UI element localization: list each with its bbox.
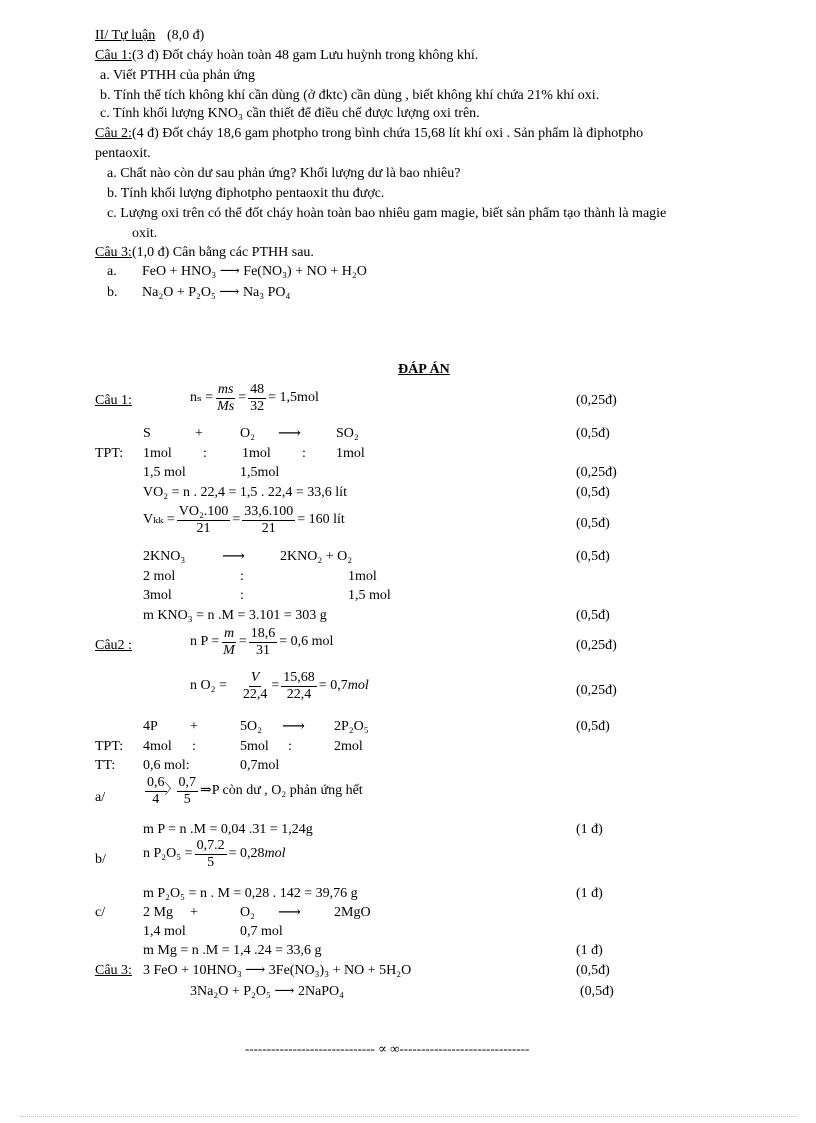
nP2O5-den: 5 [207, 855, 215, 871]
vkk-f2-num: 33,6.100 [242, 504, 295, 521]
points-13: (1 đ) [576, 943, 603, 958]
q1-a: a. Viết PTHH của phản ứng [100, 68, 256, 83]
ratio-1: 1,5 mol [143, 465, 186, 480]
tpt1-label: TPT: [95, 446, 124, 461]
q3-a-label: a. [107, 264, 117, 279]
points-9: (0,25đ) [576, 683, 617, 698]
points-7: (0,5đ) [576, 608, 610, 623]
nP-f2-num: 18,6 [249, 626, 278, 643]
a-fraction-2 [177, 775, 199, 808]
ans-c2-label: Câu2 : [95, 638, 132, 653]
nO2-f2-den: 22,4 [286, 687, 312, 703]
mg-ratio-2: 0,7 mol [240, 924, 283, 939]
ns-fraction-2 [248, 382, 266, 415]
vo2-line: VO₂ = n . 22,4 = 1,5 . 22,4 = 33,6 lít [143, 485, 347, 500]
nP2O5-lhs: n P₂O₅ = [143, 846, 193, 862]
nO2-formula: n O₂ = $\frac{V}{22,4}$ = $\frac{15,68}{22,4}$ = 0,7 mol [190, 670, 369, 703]
vkk-f1-den: 21 [196, 521, 211, 537]
nP-f1-num: m [222, 626, 236, 643]
p-eq-arrow: ⟶ [282, 718, 305, 735]
mkno3-line: m KNO₃ = n .M = 3.101 = 303 g [143, 608, 327, 623]
points-14: (0,5đ) [576, 963, 610, 978]
mg-eq-O2: O₂ [240, 905, 255, 920]
q3-b-equation: Na₂O + P₂O₅ ⟶ Na₃ PO₄ [142, 285, 291, 300]
nP2O5-formula [143, 838, 285, 871]
tpt2-colon1: : [192, 739, 196, 754]
vkk-fraction-1 [177, 504, 231, 537]
tpt2-colon2: : [288, 739, 292, 754]
q1-c: c. Tính khối lượng KNO₃ cần thiết để điều chế được lượng oxi trên. [100, 106, 480, 121]
nP-f2-den: 31 [256, 643, 270, 659]
tpt2-a: 4mol [143, 739, 172, 754]
ns-f1-den: Ms [217, 399, 235, 415]
nP2O5-rhs: = 0,28 [228, 846, 265, 862]
vkk-fraction-2 [242, 504, 295, 537]
nP-rhs: = 0,6 mol [279, 634, 334, 650]
p-eq-plus: + [190, 719, 198, 734]
q3-label: Câu 3: [95, 245, 132, 260]
nP-lhs: n P = [190, 634, 220, 650]
mP2O5-line: m P₂O₅ = n . M = 0,28 . 142 = 39,76 g [143, 886, 358, 901]
tpt1-b: 1mol [242, 446, 271, 461]
points-2: (0,5đ) [576, 426, 610, 441]
a-f1-num: 0,6 [145, 775, 167, 792]
kno3-products: 2KNO₂ + O₂ [280, 549, 353, 564]
eq1-SO2: SO₂ [336, 426, 359, 441]
c3-equation-1: 3 FeO + 10HNO₃ ⟶ 3Fe(NO₃)₃ + NO + 5H₂O [143, 963, 412, 978]
mg-eq-product: 2MgO [334, 905, 371, 920]
a-label: a/ [95, 790, 106, 805]
ans-c3-label: Câu 3: [95, 963, 132, 978]
vkk-lhs: Vₖₖ = [143, 512, 175, 528]
points-1: (0,25đ) [576, 393, 617, 408]
ns-f2-num: 48 [248, 382, 266, 399]
tt-label: TT: [95, 758, 116, 773]
mg-ratio-1: 1,4 mol [143, 924, 186, 939]
vkk-rhs: = 160 lít [297, 512, 345, 528]
kno3-ratio-colon1: : [240, 569, 244, 584]
ns-formula: nₛ = $\frac{ms}{Ms}$ = $\frac{48}{32}$ = 1,5mol [190, 382, 319, 415]
a-rhs: ⇒P còn dư , O₂ phản ứng hết [200, 783, 363, 799]
points-12: (1 đ) [576, 886, 603, 901]
a-f2-num: 0,7 [177, 775, 199, 792]
tpt1-a: 1mol [143, 446, 172, 461]
mMg-line: m Mg = n .M = 1,4 .24 = 33,6 g [143, 943, 322, 958]
p-eq-product: 2P₂O₅ [334, 719, 369, 734]
nP2O5-num: 0,7.2 [195, 838, 227, 855]
eq1-arrow: ⟶ [278, 425, 301, 442]
kno3-ratio-colon2: : [240, 588, 244, 603]
kno3-ratio-a1: 2 mol [143, 569, 176, 584]
vkk-formula: Vₖₖ = $\frac{\text{VO₂.100}}{21}$ = $\frac{33,6.100}{21}$ = 160 lít [143, 504, 345, 537]
tpt1-colon2: : [302, 446, 306, 461]
kno3-ratio-a2: 3mol [143, 588, 172, 603]
q2-line [95, 126, 643, 143]
q1-text: (3 đ) Đốt cháy hoàn toàn 48 gam Lưu huỳnh trong không khí. [131, 48, 479, 63]
kno3-reactant: 2KNO₃ [143, 549, 186, 564]
tt-b: 0,7mol [240, 758, 280, 773]
vkk-f2-den: 21 [261, 521, 276, 537]
tpt2-label: TPT: [95, 739, 124, 754]
nP-f1-den: M [223, 643, 235, 659]
q3-text: (1,0 đ) Cân bằng các PTHH sau. [131, 245, 314, 260]
nO2-unit: mol [347, 678, 369, 694]
points-11: (1 đ) [576, 822, 603, 837]
nO2-lhs: n O₂ = [190, 678, 227, 694]
mg-eq-a: 2 Mg [143, 905, 173, 920]
ns-rhs: = 1,5mol [268, 390, 319, 406]
q1-line [95, 48, 478, 65]
points-10: (0,5đ) [576, 719, 610, 734]
q3-b-label: b. [107, 285, 118, 300]
points-8: (0,25đ) [576, 638, 617, 653]
q2-c: c. Lượng oxi trên có thể đốt cháy hoàn toàn bao nhiêu gam magie, biết sản phẩm tạo thành là magie [107, 206, 667, 221]
eq1-S: S [143, 426, 151, 441]
ns-f2-den: 32 [250, 399, 265, 415]
eq1-O2: O₂ [240, 426, 255, 441]
q2-b: b. Tính khối lượng điphotpho pentaoxit thu được. [107, 186, 385, 201]
footer-ornament: ------------------------------ ∝ ∞------------------------------ [245, 1041, 530, 1056]
q1-b: b. Tính thể tích không khí cần dùng (ở đktc) cần dùng , biết không khí chứa 21% khí oxi. [100, 88, 600, 103]
nO2-fraction-1 [241, 670, 270, 703]
nP2O5-unit: mol [264, 846, 286, 862]
mP-line: m P = n .M = 0,04 .31 = 1,24g [143, 822, 313, 837]
tpt2-b: 5mol [240, 739, 269, 754]
points-3: (0,25đ) [576, 465, 617, 480]
mg-eq-arrow: ⟶ [278, 904, 301, 921]
q2-text: (4 đ) Đốt cháy 18,6 gam photpho trong bình chứa 15,68 lít khí oxi . Sản phẩm là điphotpho [131, 126, 644, 141]
kno3-arrow: ⟶ [222, 548, 245, 565]
c-label: c/ [95, 905, 106, 920]
nO2-f2-num: 15,68 [281, 670, 317, 687]
nO2-rhs: = 0,7 [318, 678, 348, 694]
ns-f1-num: ms [216, 382, 236, 399]
kno3-ratio-b2: 1,5 mol [348, 588, 391, 603]
q2-label: Câu 2: [95, 126, 132, 141]
nP-fraction-2 [249, 626, 278, 659]
part-title: II/ Tự luận [95, 28, 156, 43]
a-gt: 〉 [164, 783, 179, 799]
nP-formula: n P = $\frac{m}{M}$ = $\frac{18,6}{31}$ = 0,6 mol [190, 626, 334, 659]
points-4: (0,5đ) [576, 485, 610, 500]
points-5: (0,5đ) [576, 516, 610, 531]
q2-c-cont: oxit. [132, 226, 158, 241]
nO2-f1-den: 22,4 [242, 687, 268, 703]
nO2-fraction-2 [281, 670, 317, 703]
kno3-ratio-b1: 1mol [348, 569, 377, 584]
q3-line [95, 245, 314, 262]
nP2O5-fraction [195, 838, 227, 871]
c3-equation-2: 3Na₂O + P₂O₅ ⟶ 2NaPO₄ [190, 984, 345, 999]
p-eq-4P: 4P [143, 719, 158, 734]
p-eq-O2: 5O₂ [240, 719, 262, 734]
tt-a: 0,6 mol: [143, 758, 190, 773]
b-label: b/ [95, 852, 106, 867]
points-6: (0,5đ) [576, 549, 610, 564]
q3-a-equation: FeO + HNO₃ ⟶ Fe(NO₃) + NO + H₂O [142, 264, 367, 279]
ns-lhs: nₛ = [190, 390, 214, 406]
answer-title: ĐÁP ÁN [398, 362, 450, 377]
q2-a: a. Chất nào còn dư sau phản ứng? Khối lượng dư là bao nhiêu? [107, 166, 461, 181]
q1-label: Câu 1: [95, 48, 132, 63]
a-f1-den: 4 [152, 792, 160, 808]
a-fraction-1 [145, 775, 167, 808]
tpt1-colon1: : [203, 446, 207, 461]
q2-text-cont: pentaoxit. [95, 146, 151, 161]
vkk-f1-num: VO₂.100 [177, 504, 231, 521]
points-15: (0,5đ) [580, 984, 614, 999]
ns-fraction-1 [215, 382, 236, 415]
mg-eq-plus: + [190, 905, 198, 920]
ans-c1-label: Câu 1: [95, 393, 132, 408]
part-points: (8,0 đ) [167, 28, 205, 43]
a-f2-den: 5 [183, 792, 191, 808]
nP-fraction-1 [221, 626, 237, 659]
nO2-f1-num: V [249, 670, 262, 687]
ratio-2: 1,5mol [240, 465, 280, 480]
page-bottom-border [20, 1116, 796, 1117]
tpt1-c: 1mol [336, 446, 365, 461]
a-compare [143, 775, 363, 808]
eq1-plus: + [195, 426, 203, 441]
tpt2-c: 2mol [334, 739, 363, 754]
